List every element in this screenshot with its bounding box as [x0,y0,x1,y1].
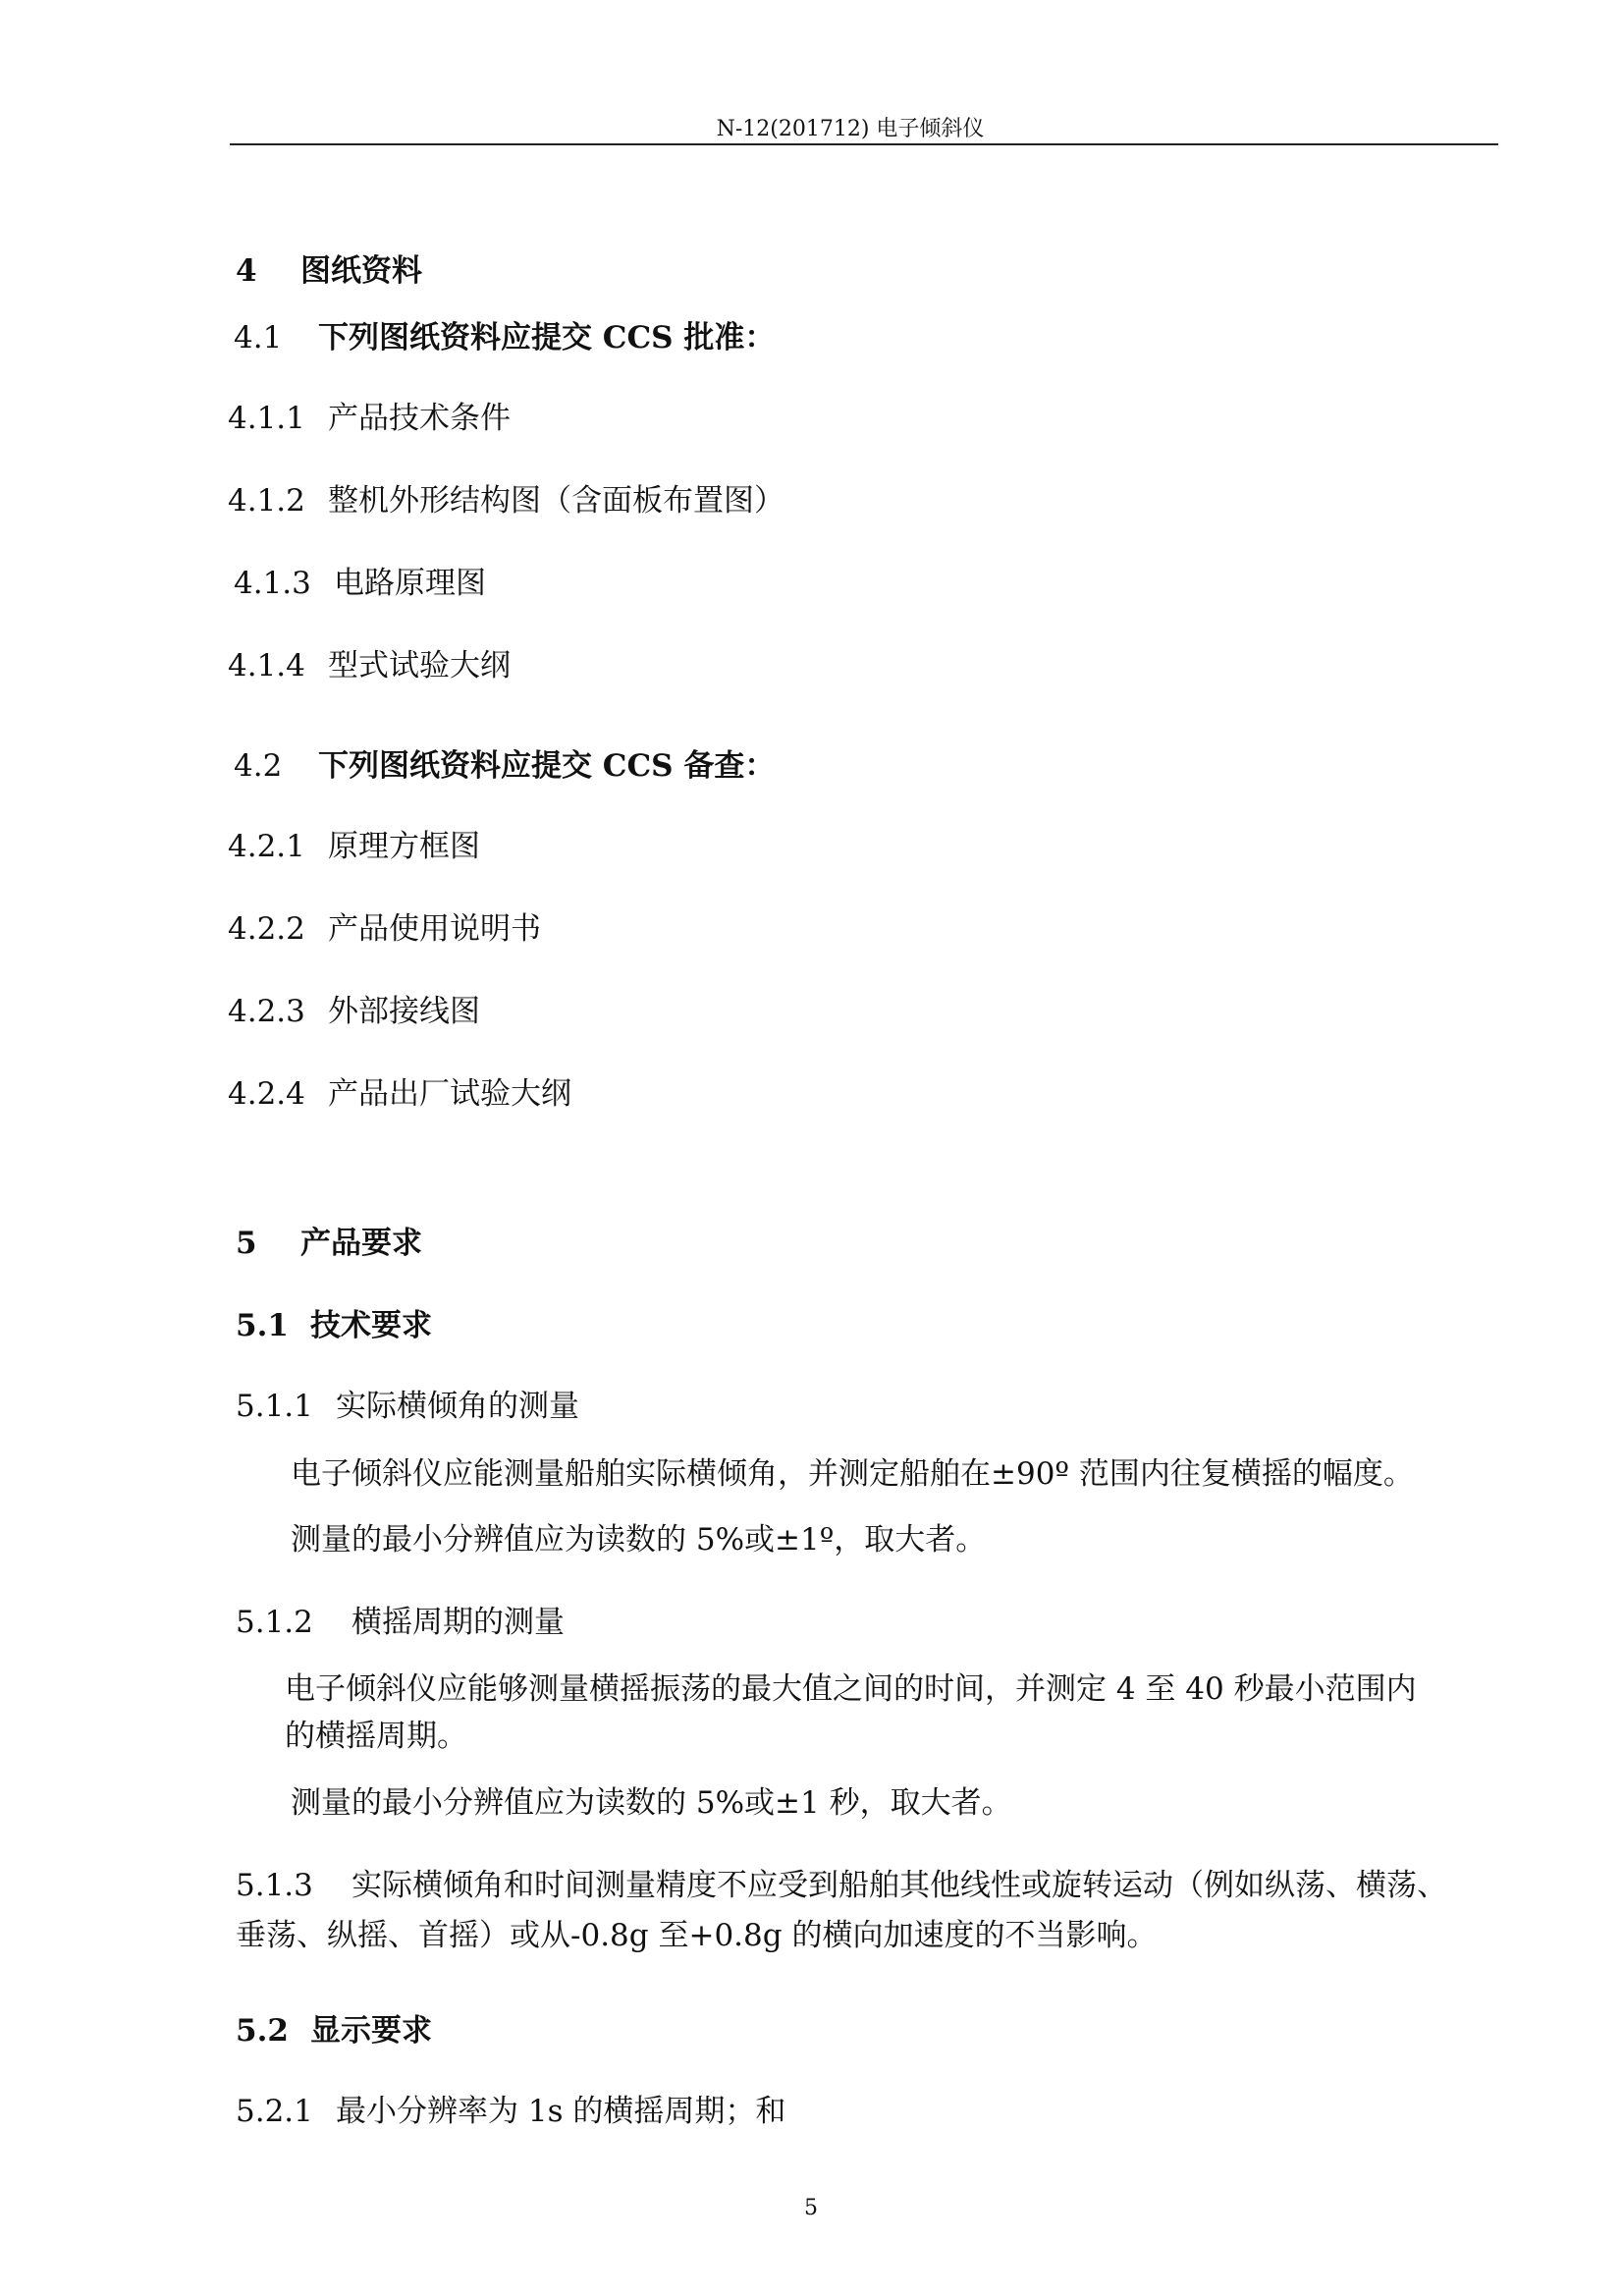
header-rule [230,143,1498,145]
list-item-4-2-4: 4.2.4 产品出厂试验大纲 [228,1076,571,1112]
section-4-1-heading: 4.1 下列图纸资料应提交 CCS 批准： [234,320,776,355]
section-4-2-heading: 4.2 下列图纸资料应提交 CCS 备查： [234,748,776,784]
list-item-4-1-4: 4.1.4 型式试验大纲 [228,648,511,683]
section-5-heading: 5 产品要求 [236,1226,422,1261]
list-item-4-2-2: 4.2.2 产品使用说明书 [228,911,541,947]
paragraph-5-1-1-b: 测量的最小分辨值应为读数的 5%或±1º，取大者。 [291,1522,987,1558]
list-item-4-1-1: 4.1.1 产品技术条件 [228,401,511,436]
section-5-1-3-line1: 5.1.3 实际横倾角和时间测量精度不应受到船舶其他线性或旋转运动（例如纵荡、横荡、 [236,1868,1447,1903]
paragraph-5-1-2-a-line1: 电子倾斜仪应能够测量横摇振荡的最大值之间的时间，并测定 4 至 40 秒最小范围内 [285,1671,1417,1707]
section-5-2-heading: 5.2 显示要求 [236,2013,432,2049]
section-4-heading: 4 图纸资料 [236,253,422,289]
section-5-1-1-heading: 5.1.1 实际横倾角的测量 [236,1389,579,1424]
paragraph-5-1-2-a-line2: 的横摇周期。 [285,1719,467,1754]
list-item-5-2-1: 5.2.1 最小分辨率为 1s 的横摇周期；和 [236,2094,786,2129]
page-header [0,112,1622,142]
section-5-1-3-line2: 垂荡、纵摇、首摇）或从-0.8g 至+0.8g 的横向加速度的不当影响。 [236,1918,1158,1953]
header-text: N-12(201712) 电子倾斜仪 [716,117,985,141]
paragraph-5-1-2-b: 测量的最小分辨值应为读数的 5%或±1 秒，取大者。 [291,1785,1012,1821]
list-item-4-1-2: 4.1.2 整机外形结构图（含面板布置图） [228,483,784,519]
list-item-4-1-3: 4.1.3 电路原理图 [234,566,486,601]
list-item-4-2-3: 4.2.3 外部接线图 [228,994,480,1029]
paragraph-5-1-1-a: 电子倾斜仪应能测量船舶实际横倾角，并测定船舶在±90º 范围内往复横摇的幅度。 [291,1456,1414,1492]
list-item-4-2-1: 4.2.1 原理方框图 [228,829,480,864]
section-5-1-heading: 5.1 技术要求 [236,1308,432,1343]
page-number: 5 [804,2196,818,2220]
section-5-1-2-heading: 5.1.2 横摇周期的测量 [236,1605,565,1640]
